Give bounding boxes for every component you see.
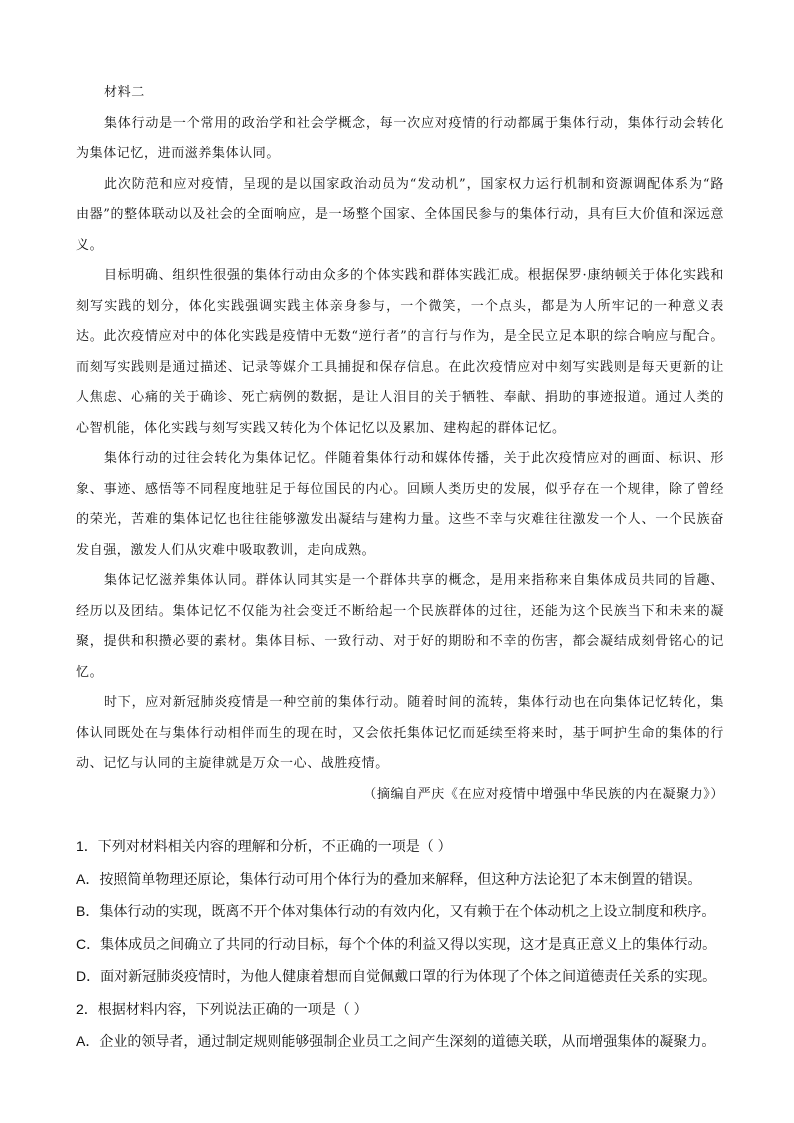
material-paragraph: 目标明确、组织性很强的集体行动由众多的个体实践和群体实践汇成。根据保罗·康纳顿关于体化实践和刻写实践的划分，体化实践强调实践主体亲身参与，一个微笑，一个点头，都是为人所牢记的一种意义表达。此次疫情应对中的体化实践是疫情中无数“逆行者”的言行与作为，是全民立足本职的综合响应与配合。而刻写实践则是通过描述、记录等媒介工具捕捉和保存信息。在此次疫情应对中刻写实践则是每天更新的让人焦虑、心痛的关于确诊、死亡病例的数据，是让人泪目的关于牺牲、奉献、捐助的事迹报道。通过人类的心智机能，体化实践与刻写实践又转化为个体记忆以及累加、建构起的群体记忆。 xyxy=(76,268,724,436)
question-1-option-b: B．集体行动的实现，既离不开个体对集体行动的有效内化，又有赖于在个体动机之上设立制度和秩序。 xyxy=(76,903,716,919)
questions-section xyxy=(76,830,724,1058)
question-1-option-c: C．集体成员之间确立了共同的行动目标，每个个体的利益又得以实现，这才是真正意义上的集体行动。 xyxy=(76,935,717,952)
material-paragraph: 此次防范和应对疫情，呈现的是以国家政治动员为“发动机”，国家权力运行机制和资源调配体系为“路由器”的整体联动以及社会的全面响应，是一场整个国家、全体国民参与的集体行动，具有巨大价值和深远意义。 xyxy=(76,176,724,253)
material-paragraph: 集体行动的过往会转化为集体记忆。伴随着集体行动和媒体传播，关于此次疫情应对的画面、标识、形象、事迹、感悟等不同程度地驻足于每位国民的内心。回顾人类历史的发展，似乎存在一个规律，除了曾经的荣光，苦难的集体记忆也往往能够激发出凝结与建构力量。这些不幸与灾难往往激发一个人、一个民族奋发自强，激发人们从灾难中吸取教训，走向成熟。 xyxy=(76,451,724,558)
material-source-citation: （摘编自严庆《在应对疫情中增强中华民族的内在凝聚力》） xyxy=(363,786,724,802)
question-1-stem: 1．下列对材料相关内容的理解和分析，不正确的一项是（ ） xyxy=(76,838,452,854)
question-2-option-a: A．企业的领导者，通过制定规则能够强制企业员工之间产生深刻的道德关联，从而增强集体的凝聚力。 xyxy=(76,1033,716,1049)
material-paragraph: 集体行动是一个常用的政治学和社会学概念，每一次应对疫情的行动都属于集体行动，集体行动会转化为集体记忆，进而滋养集体认同。 xyxy=(76,115,724,161)
material-paragraph: 时下，应对新冠肺炎疫情是一种空前的集体行动。随着时间的流转，集体行动也在向集体记忆转化，集体认同既处在与集体行动相伴而生的现在时，又会依托集体记忆而延续至将来时，基于呵护生命的集体的行动、记忆与认同的主旋律就是万众一心、战胜疫情。 xyxy=(76,695,724,771)
material-two-section xyxy=(76,78,724,810)
question-2-stem: 2．根据材料内容，下列说法正确的一项是（ ） xyxy=(76,1000,368,1017)
question-1-option-d: D．面对新冠肺炎疫情时，为他人健康着想而自觉佩戴口罩的行为体现了个体之间道德责任关系的实现。 xyxy=(76,968,717,984)
question-1-option-a: A．按照简单物理还原论，集体行动可用个体行为的叠加来解释，但这种方法论犯了本末倒置的错误。 xyxy=(76,870,702,887)
material-paragraph: 集体记忆滋养集体认同。群体认同其实是一个群体共享的概念，是用来指称来自集体成员共同的旨趣、经历以及团结。集体记忆不仅能为社会变迁不断给起一个民族群体的过往，还能为这个民族当下和未来的凝聚，提供和积攒必要的素材。集体目标、一致行动、对于好的期盼和不幸的伤害，都会凝结成刻骨铭心的记忆。 xyxy=(76,573,724,680)
material-heading: 材料二 xyxy=(104,85,145,100)
